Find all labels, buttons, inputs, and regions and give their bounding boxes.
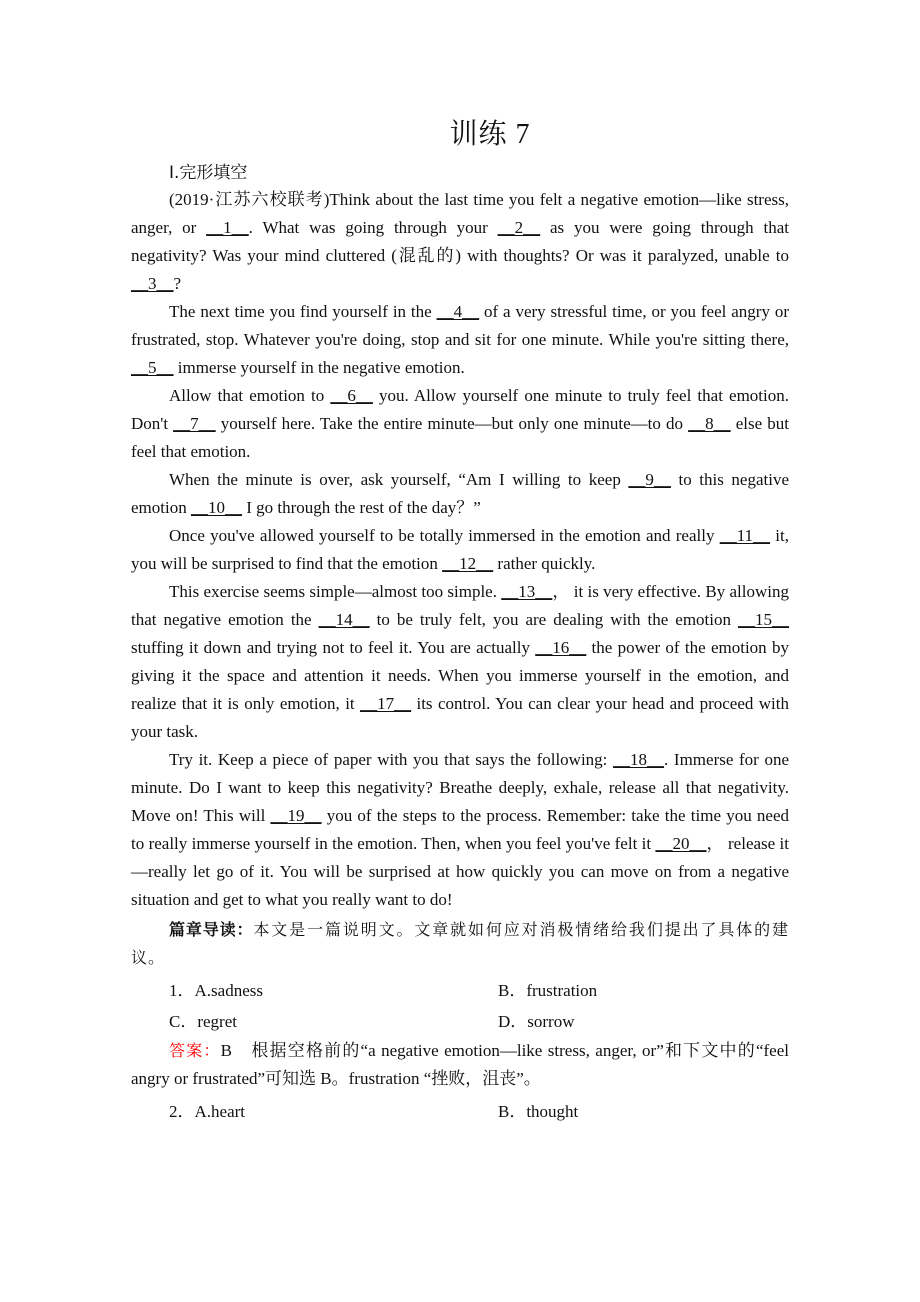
passage-text: of a very stressful time, or you feel angry or frustrated, stop. Whatever you're doing, stop and sit for one minute. While you're sitting there,: [131, 302, 789, 349]
cloze-blank: __14__: [318, 610, 370, 629]
passage: [131, 186, 789, 1127]
passage-text: rather quickly.: [493, 554, 596, 573]
answer-text: B 根据空格前的“a negative emotion—like stress, anger, or”和下文中的“feel angry or frustrated”可知选 B。frustration “挫败，沮丧”。: [131, 1041, 789, 1088]
passage-text: When the minute is over, ask yourself, “Am I willing to keep: [169, 470, 629, 489]
passage-text: the power of the emotion by giving it the space and attention it needs. When you immerse yourself in the emotion, and realize that it is only emotion, it: [131, 638, 789, 713]
passage-text: its control. You can clear your head and proceed with your task.: [131, 694, 790, 741]
cloze-blank: __19__: [270, 806, 322, 825]
page-title: 训练 7: [449, 119, 531, 150]
passage-text: ， release it—really let go of it. You will be surprised at how quickly you can move on from a negative situation and get to what you really want to do!: [131, 834, 789, 909]
option-row: [131, 1006, 789, 1037]
question-2: [131, 1096, 789, 1127]
passage-text: stuffing it down and trying not to feel it. You are actually: [131, 638, 536, 657]
passage-text: as you were going through that negativity? Was your mind cluttered (混乱的) with thoughts? Or was it paralyzed, unable to: [131, 218, 789, 265]
passage-paragraph: [131, 382, 789, 466]
cloze-blank: __10__: [190, 498, 242, 517]
passage-text: Once you've allowed yourself to be totally immersed in the emotion and really: [169, 526, 720, 545]
answer-explanation: [131, 1037, 789, 1093]
passage-text: This exercise seems simple—almost too simple.: [169, 582, 502, 601]
passage-text: (2019·江苏六校联考)Think about the last time you felt a negative emotion—like stress, anger, or: [131, 190, 789, 237]
passage-text: else but feel that emotion.: [131, 414, 789, 461]
guide-text: 本文是一篇说明文。文章就如何应对消极情绪给我们提出了具体的建议。: [131, 920, 789, 967]
cloze-blank: __7__: [173, 414, 216, 433]
cloze-blank: __11__: [719, 526, 771, 545]
passage-text: The next time you find yourself in the: [169, 302, 437, 321]
passage-text: . Immerse for one minute. Do I want to keep this negativity? Breathe deeply, exhale, release all that negativity. Move on! This will: [131, 750, 790, 825]
chapter-guide: [131, 916, 789, 972]
passage-text: you. Allow yourself one minute to truly feel that emotion. Don't: [131, 386, 789, 433]
guide-label: 篇章导读：: [169, 920, 254, 939]
passage-paragraphs: [131, 186, 789, 914]
cloze-blank: __12__: [442, 554, 494, 573]
passage-text: I go through the rest of the day？”: [241, 498, 481, 517]
passage-paragraph: [131, 578, 789, 746]
passage-paragraph: [131, 522, 789, 578]
cloze-blank: __15__: [738, 610, 789, 629]
cloze-blank: __8__: [688, 414, 731, 433]
cloze-blank: __16__: [535, 638, 587, 657]
passage-text: . What was going through your: [248, 218, 498, 237]
option-d: D．sorrow: [498, 1012, 575, 1031]
passage-paragraph: [131, 746, 789, 914]
option-b: B．thought: [498, 1102, 579, 1121]
passage-paragraph: [131, 298, 789, 382]
option-row: [131, 1096, 789, 1127]
passage-text: ， it is very effective. By allowing that negative emotion the: [131, 582, 790, 629]
option-c: C．regret: [169, 1012, 237, 1031]
passage-text: ?: [173, 274, 182, 293]
passage-text: immerse yourself in the negative emotion.: [173, 358, 465, 377]
option-a: 1．A.sadness: [169, 981, 263, 1000]
cloze-blank: __2__: [497, 218, 541, 237]
cloze-blank: __5__: [131, 358, 174, 377]
question-1: [131, 975, 789, 1037]
passage-paragraph: [131, 186, 789, 298]
passage-text: to be truly felt, you are dealing with the emotion: [369, 610, 738, 629]
cloze-blank: __1__: [206, 218, 249, 237]
cloze-blank: __9__: [628, 470, 671, 489]
cloze-blank: __4__: [436, 302, 480, 321]
passage-text: you of the steps to the process. Remember: take the time you need to really immerse yourself in the emotion. Then, when you feel you've felt it: [131, 806, 789, 853]
option-b: B．frustration: [498, 981, 598, 1000]
cloze-blank: __3__: [131, 274, 174, 293]
passage-text: yourself here. Take the entire minute—but only one minute—to do: [215, 414, 689, 433]
cloze-blank: __18__: [613, 750, 665, 769]
passage-text: to this negative emotion: [131, 470, 789, 517]
passage-text: it, you will be surprised to find that the emotion: [131, 526, 789, 573]
cloze-blank: __13__: [501, 582, 553, 601]
answer-label: 答案：: [169, 1041, 221, 1060]
cloze-blank: __20__: [655, 834, 707, 853]
section-heading: Ⅰ.完形填空: [169, 163, 248, 183]
option-a: 2．A.heart: [169, 1102, 246, 1121]
cloze-blank: __6__: [330, 386, 373, 405]
passage-text: Try it. Keep a piece of paper with you that says the following:: [169, 750, 614, 769]
passage-text: Allow that emotion to: [169, 386, 331, 405]
cloze-blank: __17__: [360, 694, 412, 713]
option-row: [131, 975, 789, 1006]
passage-paragraph: [131, 466, 789, 522]
